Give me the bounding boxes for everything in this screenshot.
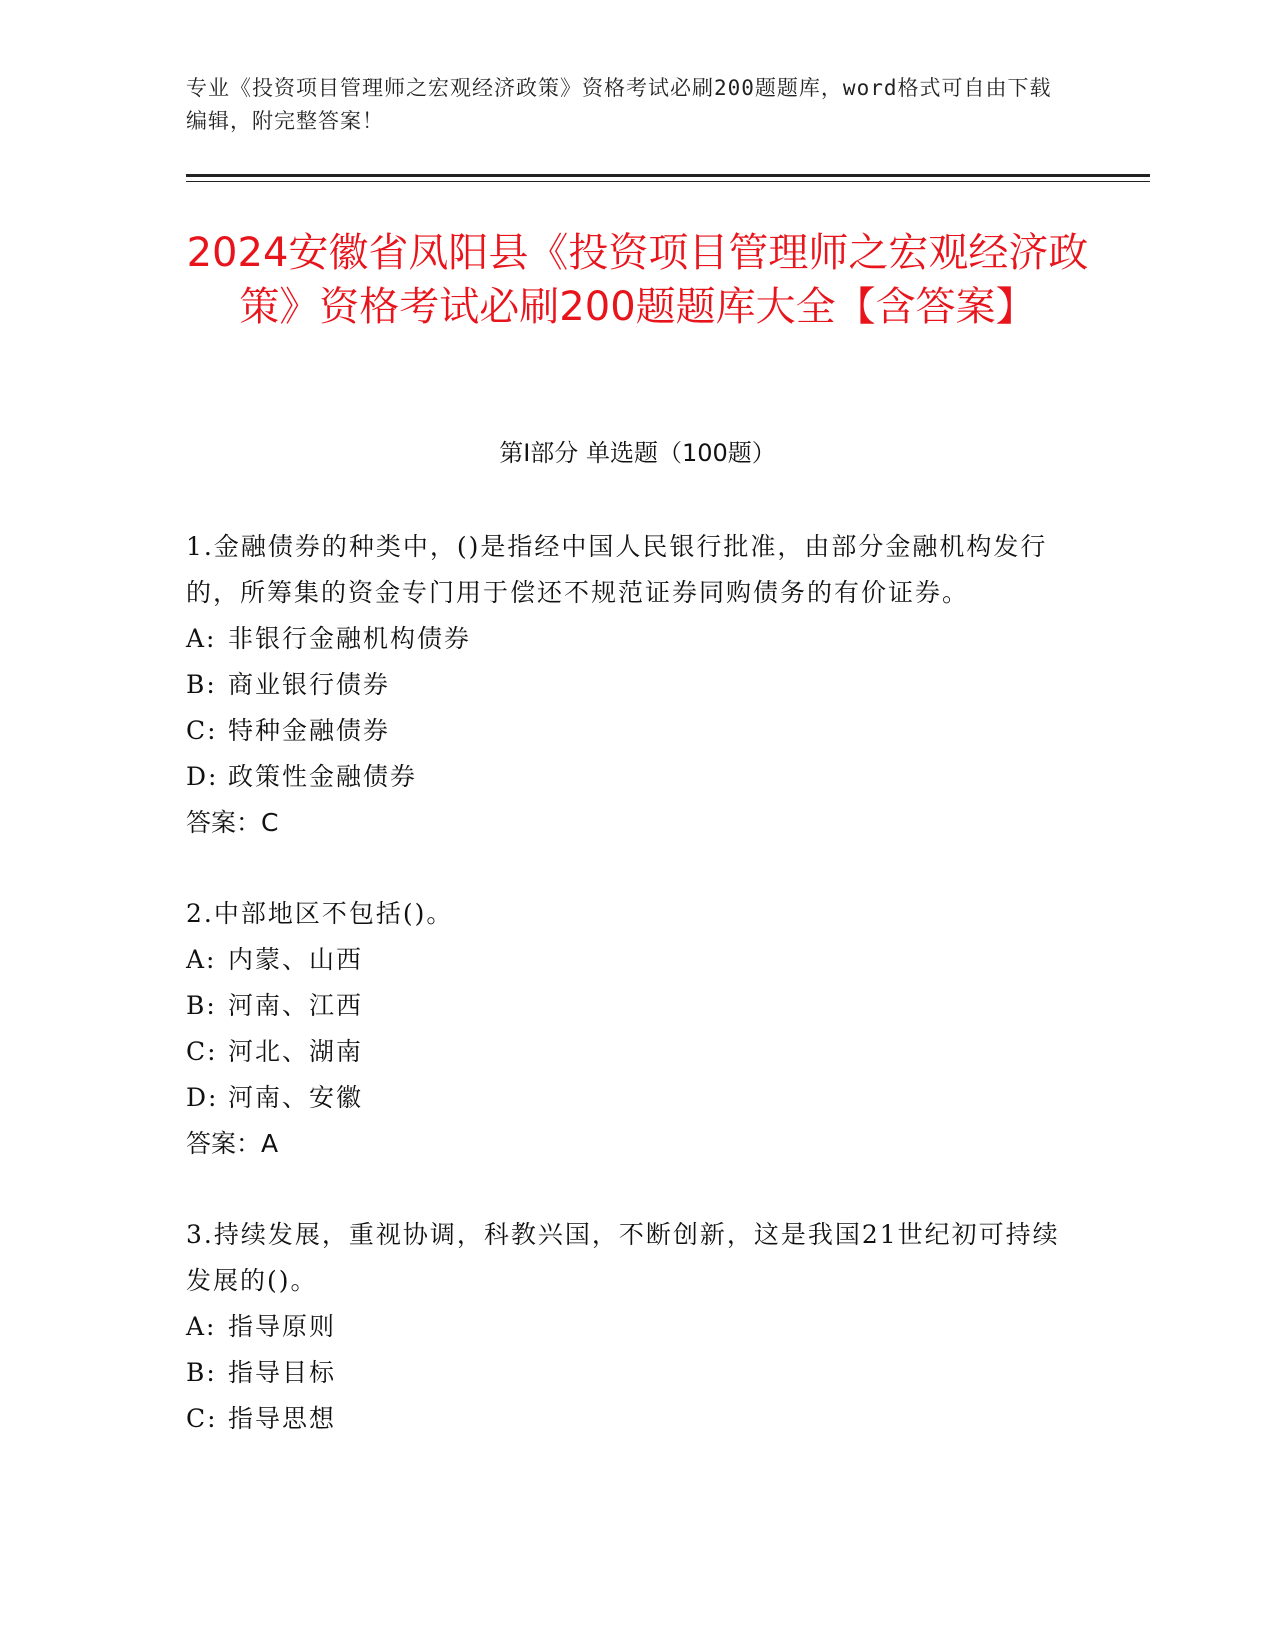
option-b: [186, 662, 1066, 708]
option-c: [186, 1029, 1066, 1075]
option-letter: D:: [186, 762, 219, 791]
option-text: 特种金融债券: [228, 716, 391, 745]
option-letter: A:: [186, 624, 217, 653]
option-text: 政策性金融债券: [228, 762, 418, 791]
document-title: 2024安徽省凤阳县《投资项目管理师之宏观经济政策》资格考试必刷200题题库大全【含答案】: [186, 230, 1089, 330]
header-rule-thick: [186, 174, 1150, 177]
option-a: [186, 1304, 1066, 1350]
question-stem: 2.中部地区不包括()。: [186, 899, 454, 928]
header-note: 专业《投资项目管理师之宏观经济政策》资格考试必刷200题题库，word格式可自由下载编辑，附完整答案！: [186, 76, 1052, 133]
question-stem: 3.持续发展，重视协调，科教兴国，不断创新，这是我国21世纪初可持续发展的()。: [186, 1220, 1060, 1295]
question-2: [186, 891, 1066, 1167]
option-text: 指导思想: [228, 1404, 337, 1433]
option-letter: C:: [186, 716, 218, 745]
option-letter: D:: [186, 1083, 219, 1112]
option-b: [186, 983, 1066, 1029]
option-text: 商业银行债券: [228, 670, 391, 699]
option-text: 河南、江西: [228, 991, 364, 1020]
option-letter: B:: [186, 1358, 217, 1387]
option-a: [186, 937, 1066, 983]
option-c: [186, 1396, 1066, 1442]
option-text: 内蒙、山西: [228, 945, 364, 974]
option-b: [186, 1350, 1066, 1396]
question-1: [186, 524, 1066, 846]
question-3: [186, 1212, 1066, 1442]
option-text: 指导原则: [228, 1312, 337, 1341]
option-letter: C:: [186, 1037, 218, 1066]
question-stem: 1.金融债券的种类中，()是指经中国人民银行批准，由部分金融机构发行的，所筹集的资金专门用于偿还不规范证券同购债务的有价证券。: [186, 532, 1048, 607]
option-letter: A:: [186, 945, 217, 974]
option-d: [186, 1075, 1066, 1121]
option-text: 河北、湖南: [228, 1037, 364, 1066]
option-text: 河南、安徽: [228, 1083, 364, 1112]
question-list: [186, 524, 1066, 1487]
option-text: 指导目标: [228, 1358, 337, 1387]
option-letter: B:: [186, 670, 217, 699]
option-d: [186, 754, 1066, 800]
answer: 答案：C: [186, 808, 279, 837]
section-title: 第I部分 单选题（100题）: [499, 439, 776, 467]
option-text: 非银行金融机构债券: [228, 624, 472, 653]
option-letter: C:: [186, 1404, 218, 1433]
option-letter: B:: [186, 991, 217, 1020]
option-letter: A:: [186, 1312, 217, 1341]
option-c: [186, 708, 1066, 754]
header-rule-thin: [186, 181, 1150, 182]
answer: 答案：A: [186, 1129, 279, 1158]
option-a: [186, 616, 1066, 662]
